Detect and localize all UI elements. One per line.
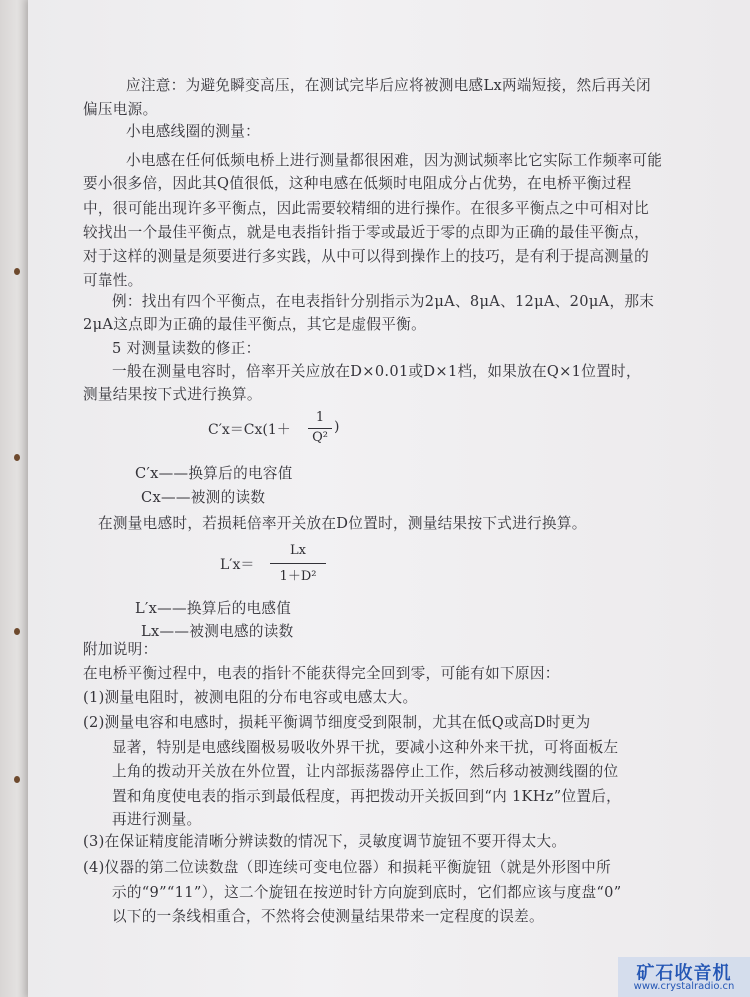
formula-denominator: Q² xyxy=(312,430,328,445)
definition-line: Lx——被测电感的读数 xyxy=(141,623,294,640)
formula-rhs: ) xyxy=(334,419,340,435)
section-heading: 5 对测量读数的修正： xyxy=(112,340,261,357)
text-line: 示的“9”“11”），这二个旋钮在按逆时针方向旋到底时，它们都应该与度盘“0” xyxy=(112,884,622,901)
binding-hole xyxy=(14,776,20,783)
text-line: 对于这样的测量是须要进行多实践，从中可以得到操作上的技巧，是有利于提高测量的 xyxy=(83,248,649,265)
text-line: 2μA这点即为正确的最佳平衡点，其它是虚假平衡。 xyxy=(83,316,426,333)
section-heading: 附加说明： xyxy=(83,641,158,658)
binding-hole xyxy=(14,628,20,635)
formula-numerator: 1 xyxy=(315,410,325,425)
watermark-title: 矿石收音机 xyxy=(636,963,732,984)
text-line: 一般在测量电容时，倍率开关应放在D×0.01或D×1档，如果放在Q×1位置时， xyxy=(112,363,641,380)
list-item: (1)测量电阻时，被测电阻的分布电容或电感太大。 xyxy=(83,689,418,706)
definition-line: L′x——换算后的电感值 xyxy=(135,600,292,617)
watermark-url: www.crystalradio.cn xyxy=(633,981,735,992)
text-line: 置和角度使电表的指示到最低程度，再把拨动开关扳回到“内 1KHz”位置后， xyxy=(112,788,622,805)
list-item: (2)测量电容和电感时，损耗平衡调节细度受到限制，尤其在低Q或高D时更为 xyxy=(83,714,591,731)
text-line: 再进行测量。 xyxy=(112,811,202,828)
definition-line: C′x——换算后的电容值 xyxy=(135,465,293,482)
list-item: (4)仪器的第二位读数盘（即连续可变电位器）和损耗平衡旋钮（就是外形图中所 xyxy=(83,859,611,876)
binding-hole xyxy=(14,268,20,275)
formula-numerator: Lx xyxy=(290,543,306,558)
formula-lhs: C′x＝Cx(1＋ xyxy=(208,422,291,438)
list-item: (3)在保证精度能清晰分辨读数的情况下，灵敏度调节旋钮不要开得太大。 xyxy=(83,833,567,850)
definition-line: Cx——被测的读数 xyxy=(141,489,266,506)
text-line: 应注意：为避免瞬变高压，在测试完毕后应将被测电感Lx两端短接，然后再关闭 xyxy=(126,77,651,94)
text-line: 以下的一条线相重合，不然将会使测量结果带来一定程度的误差。 xyxy=(112,908,544,925)
binding-hole xyxy=(14,454,20,461)
formula-lhs: L′x＝ xyxy=(220,557,255,573)
text-line: 偏压电源。 xyxy=(83,101,158,118)
text-line: 要小很多倍，因此其Q值很低，这种电感在低频时电阻成分占优势，在电桥平衡过程 xyxy=(83,175,632,192)
text-line: 测量结果按下式进行换算。 xyxy=(83,386,262,403)
text-line: 较找出一个最佳平衡点，就是电表指针指于零或最近于零的点即为正确的最佳平衡点， xyxy=(83,224,649,241)
text-line: 在电桥平衡过程中，电表的指针不能获得完全回到零，可能有如下原因： xyxy=(83,665,560,682)
fraction-bar xyxy=(308,428,332,429)
text-line: 可靠性。 xyxy=(83,272,143,289)
text-line: 小电感在任何低频电桥上进行测量都很困难，因为测试频率比它实际工作频率可能 xyxy=(126,152,663,169)
book-binding xyxy=(0,0,28,997)
text-line: 显著，特别是电感线圈极易吸收外界干扰，要减小这种外来干扰，可将面板左 xyxy=(112,739,619,756)
section-heading: 小电感线圈的测量： xyxy=(126,123,261,140)
watermark-logo xyxy=(618,957,750,997)
fraction-bar xyxy=(270,563,326,564)
text-line: 例：找出有四个平衡点，在电表指针分别指示为2μA、8μA、12μA、20μA，那末 xyxy=(112,293,655,310)
formula-denominator: 1＋D² xyxy=(279,569,317,584)
text-line: 中，很可能出现许多平衡点，因此需要较精细的进行操作。在很多平衡点之中可相对比 xyxy=(83,200,649,217)
text-line: 上角的拨动开关放在外位置，让内部振荡器停止工作，然后移动被测线圈的位 xyxy=(112,763,619,780)
text-line: 在测量电感时，若损耗倍率开关放在D位置时，测量结果按下式进行换算。 xyxy=(98,515,587,532)
